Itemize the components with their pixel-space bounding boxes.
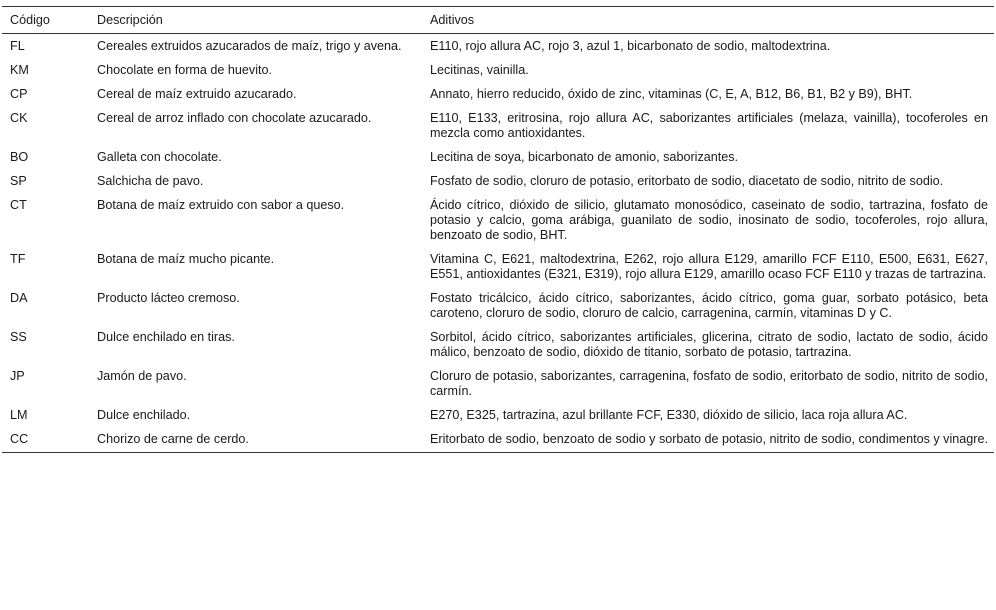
cell-code: DA <box>10 291 28 305</box>
table-row <box>2 108 994 147</box>
cell-code: CP <box>10 87 28 101</box>
additives-table <box>2 6 994 453</box>
table-body <box>2 34 994 453</box>
table-row <box>2 327 994 366</box>
header-additives: Aditivos <box>422 7 994 34</box>
cell-additives: Fosfato de sodio, cloruro de potasio, eritorbato de sodio, diacetato de sodio, nitrito de sodio. <box>430 174 944 188</box>
cell-additives: E110, rojo allura AC, rojo 3, azul 1, bicarbonato de sodio, maltodextrina. <box>430 39 831 53</box>
cell-description: Botana de maíz extruido con sabor a queso. <box>97 198 345 212</box>
cell-additives: Lecitina de soya, bicarbonato de amonio, saborizantes. <box>430 150 739 164</box>
table-row <box>2 249 994 288</box>
cell-description: Cereal de maíz extruido azucarado. <box>97 87 297 101</box>
cell-additives: Cloruro de potasio, saborizantes, carragenina, fosfato de sodio, eritorbato de sodio, nitrito de sodio, carmín. <box>430 369 988 398</box>
cell-code: SS <box>10 330 27 344</box>
cell-code: FL <box>10 39 25 53</box>
table-header-row <box>2 7 994 34</box>
cell-description: Botana de maíz mucho picante. <box>97 252 275 266</box>
cell-description: Cereal de arroz inflado con chocolate azucarado. <box>97 111 372 125</box>
cell-additives: E270, E325, tartrazina, azul brillante FCF, E330, dióxido de silicio, laca roja allura AC. <box>430 408 908 422</box>
header-description: Descripción <box>89 7 422 34</box>
table-row <box>2 195 994 249</box>
cell-additives: Eritorbato de sodio, benzoato de sodio y sorbato de potasio, nitrito de sodio, condimentos y vinagre. <box>422 429 994 453</box>
cell-code: SP <box>10 174 27 188</box>
cell-code: CC <box>2 429 89 453</box>
table-row <box>2 405 994 429</box>
header-code: Código <box>2 7 89 34</box>
table-row <box>2 171 994 195</box>
cell-additives: Vitamina C, E621, maltodextrina, E262, rojo allura E129, amarillo FCF E110, E500, E631, E627, E551, antioxidantes (E321, E319), rojo allura E129, amarillo ocaso FCF E110 y trazas de tartrazina. <box>430 252 988 281</box>
cell-code: CT <box>10 198 27 212</box>
cell-description: Jamón de pavo. <box>97 369 187 383</box>
cell-description: Dulce enchilado. <box>97 408 191 422</box>
table-row <box>2 366 994 405</box>
cell-description: Dulce enchilado en tiras. <box>97 330 235 344</box>
table-row <box>2 147 994 171</box>
cell-additives: Annato, hierro reducido, óxido de zinc, vitaminas (C, E, A, B12, B6, B1, B2 y B9), BHT. <box>430 87 913 101</box>
additives-table-container <box>2 6 994 453</box>
cell-additives: Fostato tricálcico, ácido cítrico, saborizantes, ácido cítrico, goma guar, sorbato potásico, beta caroteno, cloruro de sodio, cloruro de calcio, carragenina, carmín, vitaminas D y C. <box>430 291 988 320</box>
cell-code: CK <box>10 111 28 125</box>
cell-code: LM <box>10 408 28 422</box>
cell-additives: Ácido cítrico, dióxido de silicio, glutamato monosódico, caseinato de sodio, tartrazina, fosfato de potasio y calcio, goma arábiga, guanilato de sodio, inosinato de sodio, tocoferoles, rojo allura, benzoato de sodio, BHT. <box>430 198 988 242</box>
table-row <box>2 60 994 84</box>
cell-code: BO <box>10 150 29 164</box>
cell-description: Chorizo de carne de cerdo. <box>89 429 422 453</box>
cell-additives: Lecitinas, vainilla. <box>430 63 529 77</box>
cell-additives: E110, E133, eritrosina, rojo allura AC, saborizantes artificiales (melaza, vainilla), tocoferoles en mezcla como antioxidantes. <box>430 111 988 140</box>
cell-additives: Sorbitol, ácido cítrico, saborizantes artificiales, glicerina, citrato de sodio, lactato de sodio, ácido málico, benzoato de sodio, dióxido de titanio, sorbato de potasio, tartrazina. <box>430 330 988 359</box>
table-row <box>2 288 994 327</box>
cell-description: Cereales extruidos azucarados de maíz, trigo y avena. <box>97 39 402 53</box>
cell-code: JP <box>10 369 25 383</box>
cell-code: KM <box>10 63 29 77</box>
cell-code: TF <box>10 252 26 266</box>
table-row <box>2 34 994 61</box>
table-row <box>2 429 994 453</box>
cell-description: Galleta con chocolate. <box>97 150 222 164</box>
cell-description: Salchicha de pavo. <box>97 174 204 188</box>
cell-description: Chocolate en forma de huevito. <box>97 63 273 77</box>
cell-description: Producto lácteo cremoso. <box>97 291 240 305</box>
table-row <box>2 84 994 108</box>
